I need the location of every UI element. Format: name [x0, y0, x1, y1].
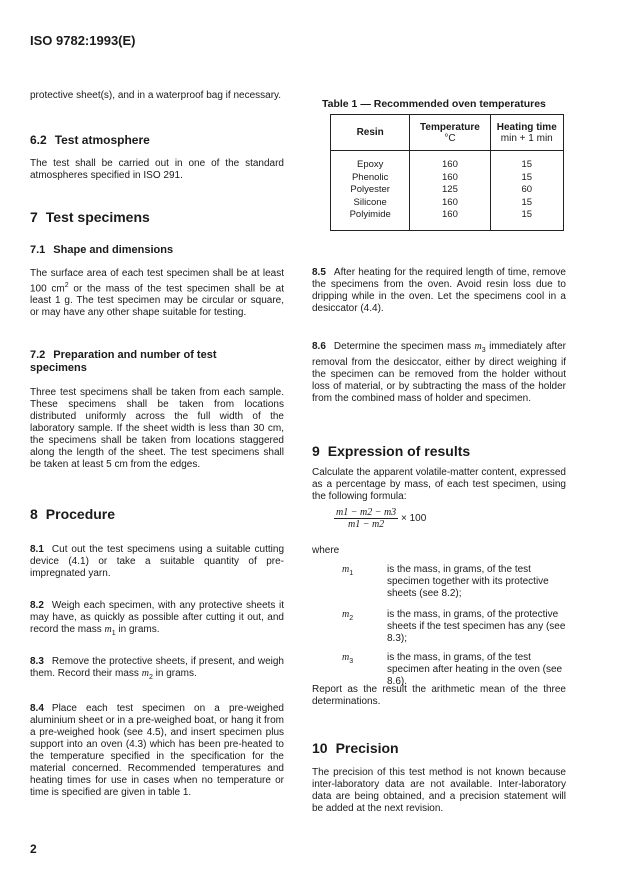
heading-7-1 [30, 244, 173, 257]
def-text: is the mass, in grams, of the protective sheets if the test specimen has any (see 8.3); [387, 609, 566, 644]
heading-number: 7.2 [30, 349, 46, 361]
heating-time-cell [490, 151, 563, 231]
where-label: where [312, 545, 340, 556]
def-symbol [312, 652, 387, 688]
heading-title: Preparation and number of test specimens [30, 349, 217, 374]
text-part: in grams. [115, 624, 160, 635]
section-8-6 [312, 341, 566, 405]
heading-number: 8 [30, 506, 38, 522]
header-label: Temperature [420, 121, 480, 133]
symbol: m [104, 624, 112, 635]
text-part: After heating for the required length of time, remove the specimens from the oven. Avoid resin loss due to dripping while in the oven. Let the specimens cool in a desiccator (4.4). [312, 267, 566, 314]
text-part: Determine the specimen mass [333, 341, 475, 352]
heading-title: Test atmosphere [54, 133, 150, 147]
heading-number: 10 [312, 740, 328, 756]
oven-temperature-table [330, 114, 564, 231]
definition-m1 [312, 564, 567, 600]
section-number: 8.5 [312, 267, 326, 278]
heading-7-2 [30, 349, 270, 375]
temperature-cell [410, 151, 490, 231]
subscript: 3 [481, 347, 486, 354]
heading-6-2 [30, 134, 150, 147]
text-part: Cut out the test specimens using a suitable cutting device (4.1) or take a suitable quantity of pre-impregnated yarn. [30, 544, 284, 579]
def-symbol [312, 609, 387, 645]
section-8-1 [30, 544, 284, 580]
symbol: m [342, 609, 350, 620]
section-number: 8.3 [30, 656, 44, 667]
header-heating-time [490, 115, 563, 151]
heading-number: 7.1 [30, 244, 46, 256]
heading-title: Expression of results [327, 443, 471, 459]
multiplier: × 100 [400, 513, 427, 525]
superscript: 2 [64, 282, 69, 289]
header-resin: Resin [331, 115, 410, 151]
numerator: m1 − m2 − m3 [336, 507, 397, 518]
header-label: Heating time [496, 121, 557, 133]
section-8-5 [312, 267, 566, 315]
def-text: is the mass, in grams, of the test specimen together with its protective sheets (see 8.2); [387, 564, 549, 599]
time-value: 15 [521, 209, 533, 221]
symbol: m [342, 564, 350, 575]
temp-value: 160 [442, 159, 458, 171]
heading-7 [30, 209, 150, 225]
heading-title: Procedure [45, 506, 116, 522]
denominator: m1 − m2 [347, 519, 385, 530]
text-part: The surface area of each test specimen shall be at least 100 cm [30, 268, 284, 295]
temp-value: 160 [442, 196, 458, 208]
text-part: Place each test specimen on a pre-weighed aluminium sheet or in a pre-weighed boat, or hang it from a pre-weighed hook (see 4.5), and insert specimen plus support into an oven (4.3) which has been pre-heated to the temperature specified in the specification for the material concerned. Recommended temperatures and heating times for use in cases when no temperature or time is specified are given in table 1. [30, 703, 284, 798]
def-text: is the mass, in grams, of the test specimen after heating in the oven (see 8.6). [387, 652, 563, 687]
table-header-row [331, 115, 564, 151]
header-unit: min + 1 min [500, 132, 553, 144]
heading-number: 7 [30, 209, 38, 225]
heading-number: 6.2 [30, 133, 47, 147]
resin-value: Polyester [350, 184, 390, 196]
temp-value: 160 [442, 171, 458, 183]
temp-value: 125 [442, 184, 458, 196]
time-value: 15 [521, 171, 533, 183]
heading-10 [312, 740, 399, 756]
page-number: 2 [30, 842, 37, 856]
heading-title: Shape and dimensions [53, 244, 174, 256]
section-6-2-text: The test shall be carried out in one of the standard atmospheres specified in ISO 291. [30, 158, 284, 181]
heading-title: Test specimens [45, 209, 150, 225]
header-unit: °C [444, 132, 456, 144]
text-part: in grams. [152, 668, 197, 679]
subscript: 2 [148, 674, 153, 681]
section-9-text: Calculate the apparent volatile-matter content, expressed as a percentage by mass, of each test specimen, using the following formula: [312, 467, 566, 502]
symbol: m [141, 668, 149, 679]
heading-8 [30, 506, 115, 522]
section-number: 8.2 [30, 600, 44, 611]
subscript: 1 [111, 630, 116, 637]
resin-value: Silicone [353, 196, 387, 208]
section-7-1-text [30, 268, 284, 319]
resin-cell [331, 151, 410, 231]
table-caption: Table 1 — Recommended oven temperatures [322, 98, 546, 110]
heading-number: 9 [312, 443, 320, 459]
resin-value: Phenolic [351, 171, 389, 183]
subscript: 1 [349, 570, 354, 577]
time-value: 15 [521, 159, 533, 171]
section-7-2-text: Three test specimens shall be taken from each sample. These specimens shall be taken from locations distributed uniformly across the full width of the laboratory sample. If the sheet width is less than 30 cm, the specimens shall be taken from locations staggered along the length of the sheet. The test specimens shall be taken at least 5 cm from the edges. [30, 387, 284, 470]
heading-9 [312, 443, 470, 459]
definition-m2 [312, 609, 567, 645]
symbol: m [342, 652, 350, 663]
document-id: ISO 9782:1993(E) [30, 33, 136, 48]
formula [334, 507, 426, 530]
text-part: immediately after removal from the desiccator, either by direct weighing if the specimen can be removed from the holder without loss of material, or by subtracting the mass of the holder from the combined mass of holder and specimen. [312, 341, 566, 404]
section-number: 8.6 [312, 341, 326, 352]
time-value: 60 [521, 184, 533, 196]
text-part: or the mass of the test specimen shall be at least 1 g. The test specimen may be circular or square, or may have any other shape suitable for testing. [30, 283, 284, 319]
intro-text: protective sheet(s), and in a waterproof bag if necessary. [30, 90, 282, 101]
temp-value: 160 [442, 209, 458, 221]
subscript: 3 [349, 658, 354, 665]
resin-value: Polyimide [349, 209, 391, 221]
symbol: m [474, 341, 482, 352]
resin-value: Epoxy [356, 159, 384, 171]
definition-m3 [312, 652, 567, 688]
section-number: 8.1 [30, 544, 44, 555]
fraction [334, 507, 398, 530]
text-part: Remove the protective sheets, if present, and weigh them. Record their mass [30, 656, 284, 679]
table-body-row [331, 151, 564, 231]
text-part: Weigh each specimen, with any protective sheets it may have, as quickly as possible after cutting it out, and record the mass [30, 600, 284, 635]
subscript: 2 [349, 615, 354, 622]
section-10-text: The precision of this test method is not known because inter-laboratory data are not available. Inter-laboratory data are being obtained, and a precision statement will be added at the next revision. [312, 767, 566, 814]
time-value: 15 [521, 196, 533, 208]
section-8-2 [30, 600, 284, 640]
heading-title: Precision [335, 740, 399, 756]
section-number: 8.4 [30, 703, 44, 714]
header-temperature [410, 115, 490, 151]
def-symbol [312, 564, 387, 600]
section-8-4 [30, 703, 284, 799]
report-text: Report as the result the arithmetic mean of the three determinations. [312, 684, 566, 707]
section-8-3 [30, 656, 284, 684]
